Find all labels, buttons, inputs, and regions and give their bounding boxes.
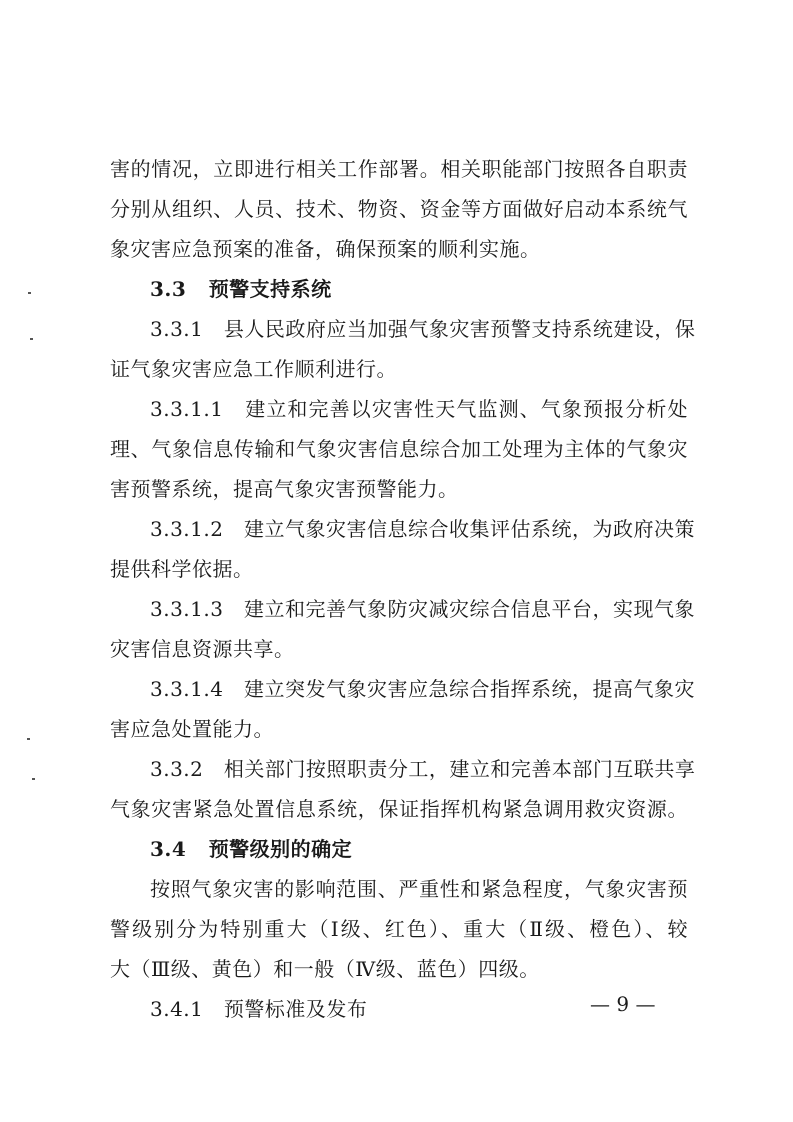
paragraph-line: 大（Ⅲ级、黄色）和一般（Ⅳ级、蓝色）四级。 — [110, 957, 540, 981]
paragraph-line: 按照气象灾害的影响范围、严重性和紧急程度，气象灾害预 — [150, 877, 688, 901]
paragraph-line: 3.3.1.2 建立气象灾害信息综合收集评估系统，为政府决策 — [150, 517, 695, 541]
paragraph-line: 理、气象信息传输和气象灾害信息综合加工处理为主体的气象灾 — [110, 437, 688, 461]
section-number: 3.4 — [150, 837, 187, 861]
section-heading-3-3 — [150, 275, 332, 303]
paragraph-line: 象灾害应急预案的准备，确保预案的顺利实施。 — [110, 237, 541, 261]
paragraph-line: 3.3.1.1 建立和完善以灾害性天气监测、气象预报分析处 — [150, 397, 688, 421]
paragraph-line: 提供科学依据。 — [110, 557, 254, 581]
scan-speck — [27, 738, 30, 740]
paragraph-line: 灾害信息资源共享。 — [110, 637, 295, 661]
paragraph-line: 3.4.1 预警标准及发布 — [150, 997, 368, 1021]
section-title: 预警级别的确定 — [208, 837, 353, 861]
scan-speck — [30, 338, 33, 340]
scan-speck — [32, 778, 35, 780]
paragraph-line: 害预警系统，提高气象灾害预警能力。 — [110, 477, 459, 501]
paragraph-line: 害的情况，立即进行相关工作部署。相关职能部门按照各自职责 — [110, 157, 688, 181]
paragraph-line: 分别从组织、人员、技术、物资、资金等方面做好启动本系统气 — [110, 197, 688, 221]
section-number: 3.3 — [150, 277, 187, 301]
section-heading-3-4 — [150, 835, 352, 863]
scan-speck — [28, 292, 31, 294]
paragraph-line: 证气象灾害应急工作顺利进行。 — [110, 357, 397, 381]
page-number: — 9 — — [590, 992, 656, 1016]
paragraph-line: 警级别分为特别重大（Ⅰ级、红色）、重大（Ⅱ级、橙色）、较 — [110, 917, 688, 941]
paragraph-line: 害应急处置能力。 — [110, 717, 274, 741]
paragraph-line: 3.3.2 相关部门按照职责分工，建立和完善本部门互联共享 — [150, 757, 696, 781]
paragraph-line: 3.3.1.3 建立和完善气象防灾减灾综合信息平台，实现气象 — [150, 597, 695, 621]
paragraph-line: 3.3.1.4 建立突发气象灾害应急综合指挥系统，提高气象灾 — [150, 677, 695, 701]
section-title: 预警支持系统 — [208, 277, 332, 301]
paragraph-line: 气象灾害紧急处置信息系统，保证指挥机构紧急调用救灾资源。 — [110, 797, 688, 821]
paragraph-line: 3.3.1 县人民政府应当加强气象灾害预警支持系统建设，保 — [150, 317, 696, 341]
